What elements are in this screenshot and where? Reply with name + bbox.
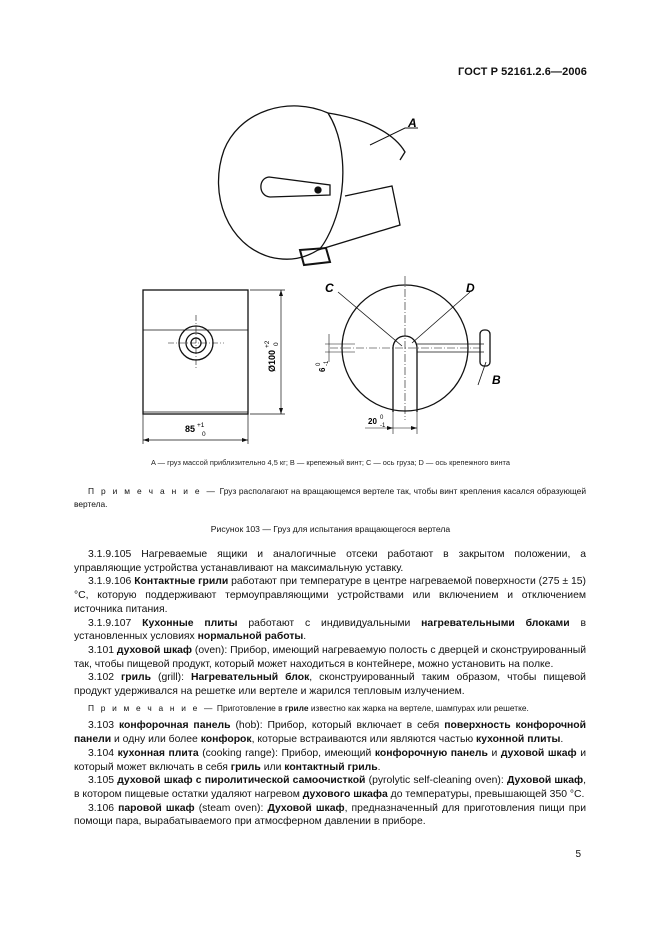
dim-offset-tol-upper: 0 (380, 415, 384, 421)
weight-3d-view (219, 106, 405, 265)
dim-width: 85 (185, 424, 196, 434)
weight-side-view (325, 276, 490, 434)
label-d: D (466, 281, 475, 295)
paragraph-3-103: 3.103 конфорочная панель (hob): Прибор, который включает в себя поверхность конфорочной панели и одну или более конфорок, которые встраиваются или являются частью кухонной плиты. (74, 720, 587, 746)
dim-slot: 6 (318, 367, 327, 372)
paragraph-3-1-9-106: 3.1.9.106 Контактные грили работают при температуре в центре нагреваемой поверхности (275 ± 15) °С, которую поддерживают термоуправляющими устройствами или включением и отключением источника питания. (74, 576, 586, 615)
label-c: C (325, 281, 334, 295)
paragraph-3-101: 3.101 духовой шкаф (oven): Прибор, имеющий нагреваемую полость с дверцей и сконструированный так, чтобы пищевой продукт, который может находиться в контейнере, можно установить на полке. (74, 644, 586, 670)
paragraph-3-1-9-105: 3.1.9.105 Нагреваемые ящики и аналогичные отсеки работают в закрытом положении, а управляющие устройства устанавливают на максимальную уставку. (74, 549, 586, 574)
dim-diameter: Ø100 (267, 349, 277, 372)
figure-caption: Рисунок 103 — Груз для испытания вращающегося вертела (210, 524, 451, 534)
dim-offset: 20 (368, 417, 377, 426)
label-b: B (492, 373, 501, 387)
dim-diameter-tol-upper: +2 (264, 340, 271, 348)
figure-103-drawing (0, 0, 661, 460)
figure-legend: A — груз массой приблизительно 4,5 кг; B — крепежный винт; C — ось груза; D — ось крепежного винта (151, 458, 510, 467)
paragraph-3-1-9-107: 3.1.9.107 Кухонные плиты работают с индивидуальными нагревательными блоками в установленных условиях нормальной работы. (74, 617, 586, 643)
dim-width-tol-lower: 0 (202, 431, 206, 438)
paragraph-3-105: 3.105 духовой шкаф с пиролитической самоочисткой (pyrolytic self-cleaning oven): Духовой шкаф, в котором пищевые остатки удаляют нагревом духового шкафа до температуры, превышающей 350 °С. (74, 775, 587, 800)
note-text: Груз располагают на вращающемся вертеле так, чтобы винт крепления касался образующей вертела. (74, 486, 586, 509)
page-number: 5 (575, 849, 581, 860)
dim-offset-tol-lower: -1 (380, 423, 386, 429)
dim-width-tol-upper: +1 (197, 422, 205, 429)
weight-front-view (143, 290, 285, 444)
note-prefix: П р и м е ч а н и е — (88, 486, 218, 496)
paragraph-3-102: 3.102 гриль (grill): Нагревательный блок, сконструированный таким образом, чтобы пищевой продукт удерживался на решетке или вертеле и жарился тепловым излучением. (74, 672, 586, 698)
paragraph-3-106: 3.106 паровой шкаф (steam oven): Духовой шкаф, предназначенный для приготовления пищи при помощи пара, вырабатываемого при атмосферном давлении в приборе. (74, 802, 587, 828)
label-a: A (408, 116, 417, 130)
body-text (74, 548, 586, 829)
paragraph-3-104: 3.104 кухонная плита (cooking range): Прибор, имеющий конфорочную панель и духовой шкаф и который может включать в себя гриль или контактный гриль. (74, 747, 586, 773)
dim-slot-tol-lower: -1 (324, 360, 330, 366)
document-code: ГОСТ Р 52161.2.6—2006 (458, 66, 587, 78)
note-grill: П р и м е ч а н и е — Приготовление в гриле известно как жарка на вертеле, шампурах или решетке. (88, 702, 529, 713)
dim-diameter-tol-lower: 0 (273, 342, 280, 346)
dim-slot-tol-upper: 0 (316, 362, 322, 366)
figure-note (74, 485, 586, 511)
